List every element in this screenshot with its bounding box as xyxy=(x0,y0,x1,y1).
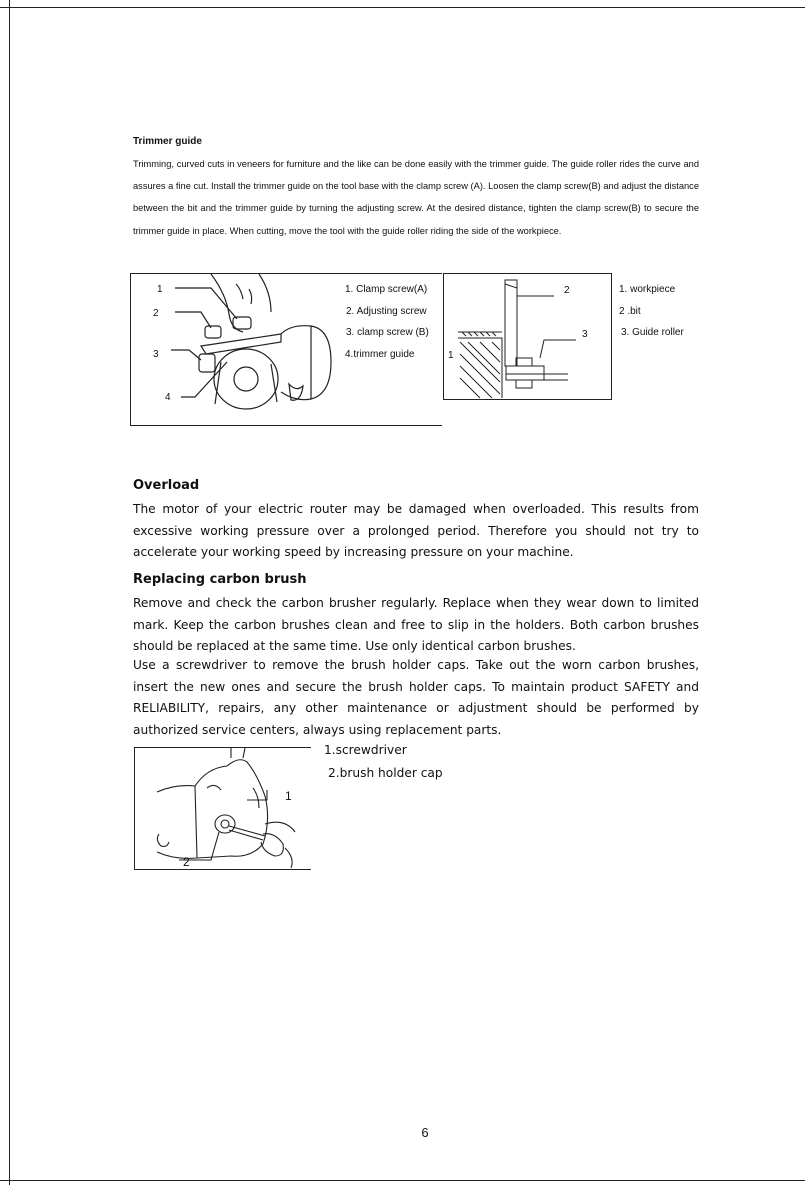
page-border-bottom xyxy=(0,1180,805,1181)
carbon-brush-paragraph-1: Remove and check the carbon brusher regularly. Replace when they wear down to limited mark. Keep the carbon brushes clean and free to slip in the holders. Both carbon brushes should be replaced at the same time. Use only identical carbon brushes. xyxy=(133,596,699,654)
callout-1: 1 xyxy=(157,284,163,295)
legend-item: 1.screwdriver xyxy=(324,743,407,757)
guide-roller-section-illustration xyxy=(443,273,612,400)
callout-3: 3 xyxy=(153,349,159,360)
legend-item: 2.brush holder cap xyxy=(328,766,443,780)
legend-item: 3. clamp screw (B) xyxy=(346,327,429,338)
callout-1: 1 xyxy=(285,789,292,803)
cross-section-drawing xyxy=(444,274,611,399)
legend-item: 4.trimmer guide xyxy=(345,348,415,360)
legend-item: 3. Guide roller xyxy=(621,327,684,338)
page-border-top xyxy=(0,7,805,8)
overload-heading: Overload xyxy=(133,478,200,493)
page-border-left xyxy=(9,0,10,1185)
legend-item: 1. workpiece xyxy=(619,284,676,295)
overload-paragraph: The motor of your electric router may be damaged when overloaded. This results from excessive working pressure over a prolonged period. Therefore you should not try to accelerate your working speed by increasing pressure on your machine. xyxy=(133,502,699,560)
legend-item: 2 .bit xyxy=(619,305,641,317)
legend-item: 2. Adjusting screw xyxy=(346,305,427,317)
cross-section-legend xyxy=(619,279,684,344)
callout-1: 1 xyxy=(448,350,454,361)
trimmer-guide-heading: Trimmer guide xyxy=(133,136,202,147)
legend-item: 1. Clamp screw(A) xyxy=(345,284,428,295)
trimmer-guide-legend xyxy=(345,279,429,365)
carbon-brush-paragraph-2: Use a screwdriver to remove the brush holder caps. Take out the worn carbon brushes, insert the new ones and secure the brush holder caps. To maintain product SAFETY and RELIABILITY, repairs, any other maintenance or adjustment should be performed by authorized service centers, always using replacement parts. xyxy=(133,658,699,737)
trimmer-guide-paragraph: Trimming, curved cuts in veneers for furniture and the like can be done easily with the trimmer guide. The guide roller rides the curve and assures a fine cut. Install the trimmer guide on the tool base with the clamp screw (A). Loosen the clamp screw(B) and adjust the distance between the bit and the trimmer guide by turning the adjusting screw. At the desired distance, tighten the clamp screw(B) to secure the trimmer guide in place. When cutting, move the tool with the guide roller riding the side of the workpiece. xyxy=(133,159,699,236)
callout-3: 3 xyxy=(582,329,588,340)
brush-replacement-illustration xyxy=(134,747,311,870)
callout-4: 4 xyxy=(165,392,171,403)
callout-2: 2 xyxy=(564,285,570,296)
page-number: 6 xyxy=(421,1125,429,1140)
brush-replacement-legend xyxy=(324,739,443,785)
brush-replacement-drawing xyxy=(135,748,311,869)
callout-2: 2 xyxy=(153,308,159,319)
carbon-brush-heading: Replacing carbon brush xyxy=(133,572,307,587)
callout-2: 2 xyxy=(183,855,190,869)
